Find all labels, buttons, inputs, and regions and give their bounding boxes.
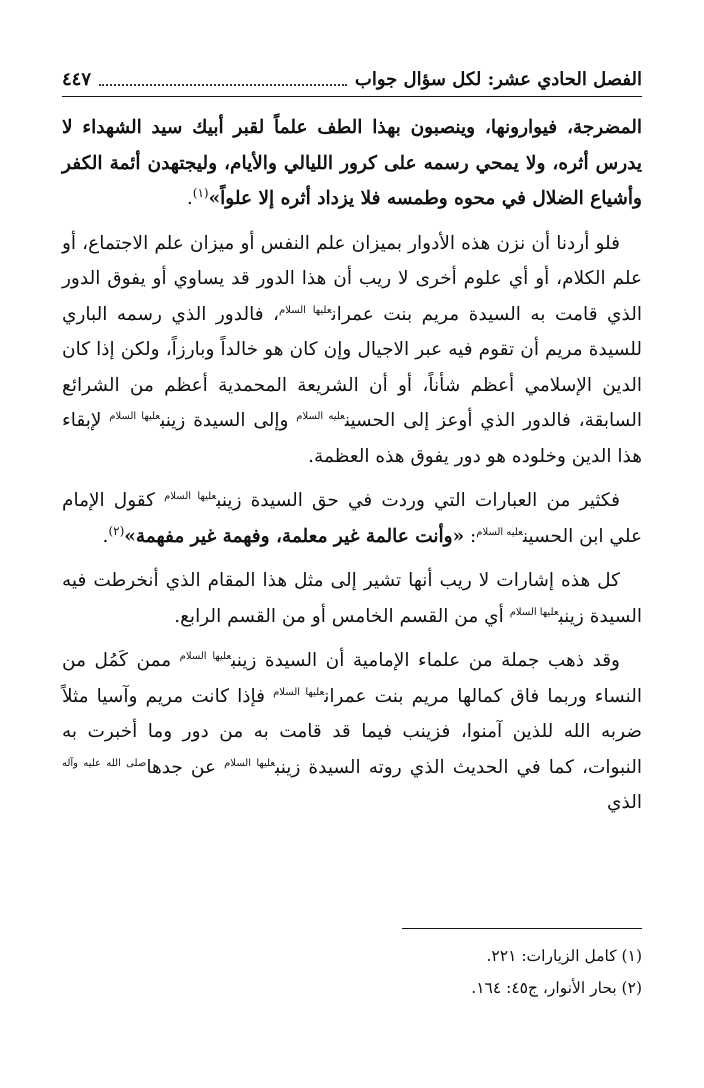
p4-part-a: كل هذه إشارات لا ريب أنها تشير إلى مثل هذا المقام الذي أنخرطت فيه السيدة زينب [62, 570, 642, 627]
salutation-as-mark: عليها السلام [279, 304, 332, 316]
footnote-2: (٢) بحار الأنوار، ج٤٥: ١٦٤. [471, 979, 642, 997]
p5-part-d: عن جدها [146, 756, 225, 778]
imam-quote: «وأنت عالمة غير معلمة، وفهمة غير مفهمة» [124, 525, 465, 547]
paragraph-2 [62, 226, 642, 475]
p2-part-c: وإلى السيدة زينب [160, 410, 297, 431]
paragraph-3 [62, 483, 642, 554]
p3-part-c: : [464, 525, 477, 547]
p3-end: . [102, 525, 109, 547]
salutation-as-mark: عليها السلام [509, 606, 559, 618]
salutation-a-mark: عليه السلام [296, 410, 345, 422]
paragraph-4 [62, 563, 642, 634]
p2-part-d: لإبقاء هذا الدين وخلوده هو دور يفوق هذه العظمة. [62, 410, 642, 467]
salutation-saw-mark: صلى الله عليه وآله [62, 757, 147, 769]
p2-part-a: فلو أردنا أن نزن هذه الأدوار بميزان علم النفس أو ميزان علم الاجتماع، أو علم الكلام، أو أي علوم أخرى لا ريب أن هذا الدور قد يساوي أو يفوق الدور الذي قامت به السيدة مريم بنت عمران [62, 232, 642, 325]
paragraph-5 [62, 643, 642, 821]
p5-part-b: ممن كَمُل من النساء وربما فاق كمالها مريم بنت عمران [62, 650, 642, 707]
quote-continuation: المضرجة، فيوارونها، وينصبون بهذا الطف علماً لقبر أبيك سيد الشهداء لا يدرس أثره، ولا يمحي رسمه على كرور الليالي والأيام، وليجتهدن أئمة الكفر وأشياع الضلال في محوه وطمسه فلا يزداد أثره إلا علواً» [62, 117, 642, 209]
salutation-as-mark: عليها السلام [109, 410, 161, 422]
p5-part-a: وقد ذهب جملة من علماء الإمامية أن السيدة زينب [231, 650, 620, 671]
salutation-a-mark: عليه السلام [476, 526, 523, 538]
salutation-as-mark: عليها السلام [273, 686, 325, 698]
salutation-as-mark: عليها السلام [179, 650, 232, 662]
chapter-title: الفصل الحادي عشر: لكل سؤال جواب [354, 68, 642, 90]
salutation-as-mark: عليها السلام [164, 490, 217, 502]
p3-part-b: كقول الإمام علي ابن الحسين [62, 490, 642, 547]
header-dot-leader [99, 72, 347, 86]
p3-part-a: فكثير من العبارات التي وردت في حق السيدة زينب [216, 490, 620, 511]
page-number: ٤٤٧ [62, 68, 92, 90]
footnote-ref-2: (٢) [108, 523, 125, 538]
footnote-divider [402, 928, 642, 929]
salutation-as-mark: عليها السلام [224, 757, 276, 769]
body-text [62, 110, 642, 830]
p1-end: . [186, 188, 193, 209]
footnote-ref-1: (١) [192, 185, 209, 200]
p4-part-b: أي من القسم الخامس أو من القسم الرابع. [174, 605, 510, 627]
running-header [62, 62, 642, 97]
paragraph-1 [62, 110, 642, 217]
footnote-1: (١) كامل الزيارات: ٢٢١. [486, 947, 642, 965]
p2-part-b: ، فالدور الذي رسمه الباري للسيدة مريم أن تقوم فيه عبر الاجيال وإن كان هو خالداً وبارزاً، ولكن إذا كان الدين الإسلامي أعظم شأناً، أو أن الشريعة المحمدية أعظم من الشرائع السابقة، فالدور الذي أوعز إلى الحسين [62, 303, 642, 431]
footnotes [62, 940, 642, 1004]
p5-part-e: الذي [607, 792, 642, 813]
p5-part-c: فإذا كانت مريم وآسيا مثلاً ضربه الله للذين آمنوا، فزينب فيما قد قامت به من دور وما أخبرت به النبوات، كما في الحديث الذي روته السيدة زينب [62, 685, 643, 778]
